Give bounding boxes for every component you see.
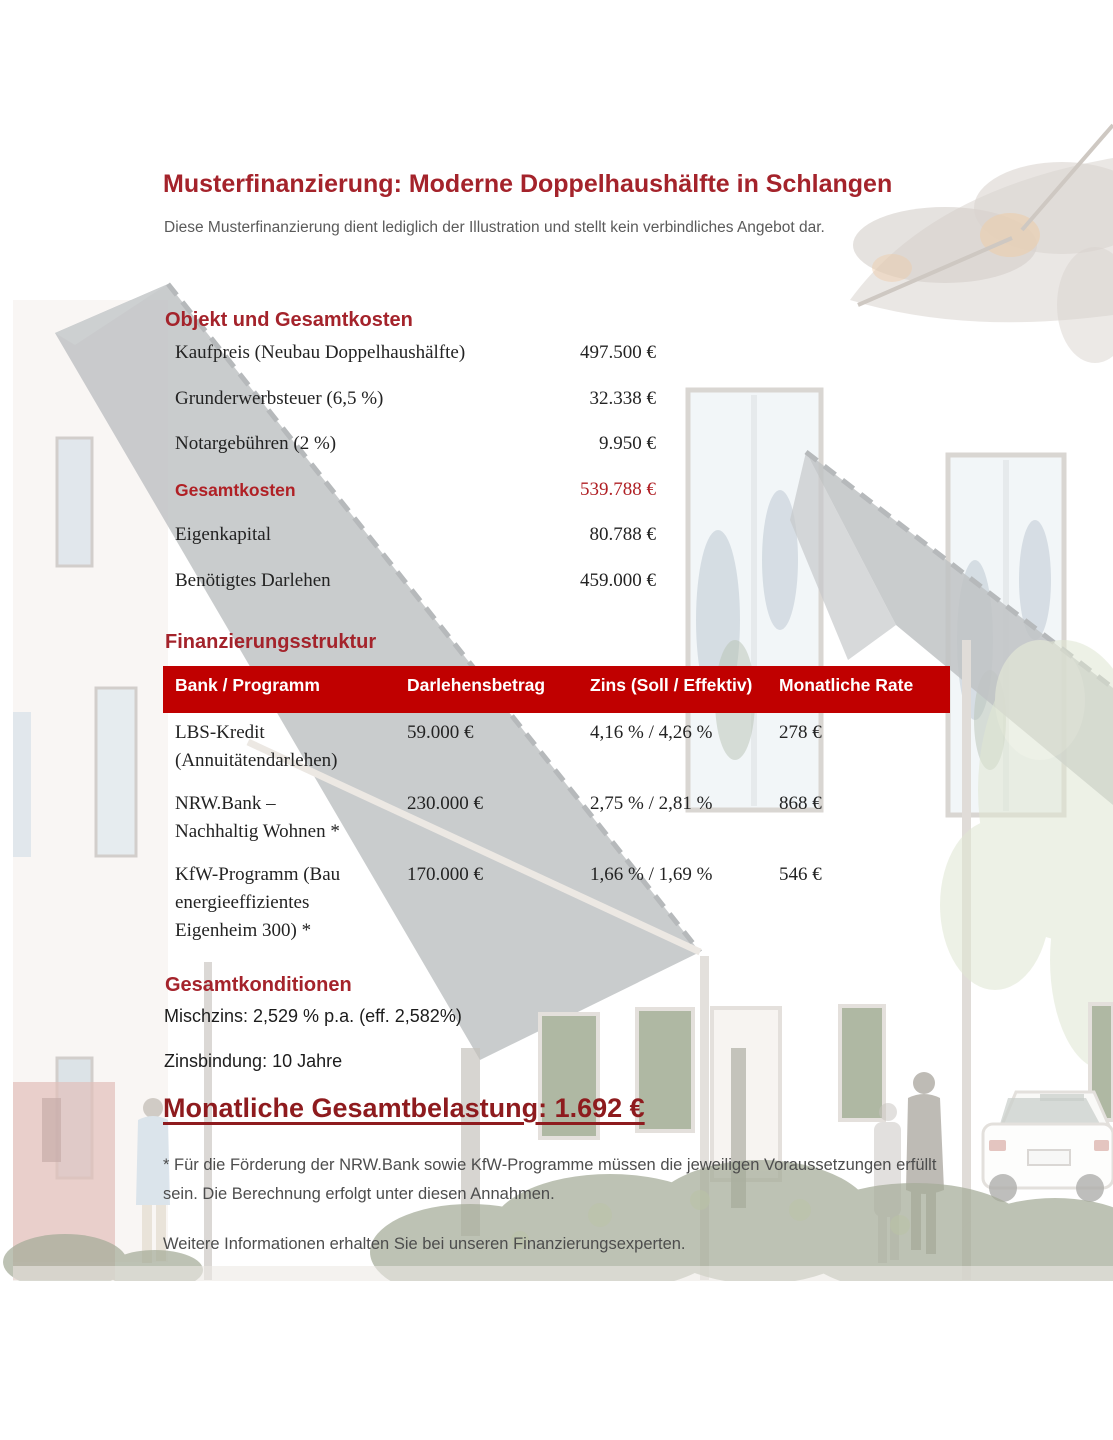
car (983, 1092, 1113, 1202)
cost-value: 459.000 € (580, 569, 656, 591)
section-heading-conditions: Gesamtkonditionen (165, 974, 352, 996)
amount-cell: 230.000 € (407, 793, 483, 815)
rate-cell: 4,16 % / 4,26 % (590, 722, 713, 743)
cost-value: 32.338 € (589, 387, 656, 409)
cost-row (175, 342, 656, 388)
bank-line: KfW-Programm (Bau (175, 864, 341, 886)
cost-value: 497.500 € (580, 342, 656, 363)
cost-row (175, 524, 656, 570)
monthly-cell: 546 € (779, 864, 822, 886)
amount-cell: 59.000 € (407, 722, 474, 743)
page-title: Musterfinanzierung: Moderne Doppelhaushälfte in Schlangen (163, 170, 893, 198)
cost-label: Kaufpreis (Neubau Doppelhaushälfte) (175, 342, 466, 363)
table-row (163, 719, 950, 774)
bank-cell (163, 861, 395, 944)
cost-row (175, 570, 656, 616)
fixed-period-line: Zinsbindung: 10 Jahre (164, 1051, 343, 1071)
costs-list (175, 342, 656, 616)
table-row (163, 790, 950, 845)
info-footnote: Weitere Informationen erhalten Sie bei unseren Finanzierungsexperten. (163, 1235, 686, 1253)
section-heading-costs: Objekt und Gesamtkosten (165, 309, 413, 331)
bank-line: Nachhaltig Wohnen * (175, 820, 340, 842)
autumn-foliage (850, 125, 1113, 363)
page-subtitle: Diese Musterfinanzierung dient lediglich der Illustration und stellt kein verbindliches Angebot dar. (164, 219, 825, 236)
cost-row (175, 388, 656, 434)
bank-line: energieeffizientes (175, 891, 310, 913)
amount-cell: 170.000 € (407, 864, 483, 886)
financing-table (163, 666, 950, 944)
cost-row-total (175, 479, 656, 525)
bank-cell (163, 790, 395, 845)
bank-line: (Annuitätendarlehen) (175, 749, 338, 771)
cost-label: Benötigtes Darlehen (175, 569, 331, 591)
column-header-amount: Darlehensbetrag (407, 675, 546, 695)
monthly-cell: 278 € (779, 722, 822, 743)
rate-cell: 2,75 % / 2,81 % (590, 793, 713, 815)
cost-label: Gesamtkosten (175, 479, 296, 500)
table-row (163, 861, 950, 944)
table-header-row (163, 666, 950, 713)
monthly-total-line: Monatliche Gesamtbelastung: 1.692 € (163, 1093, 645, 1123)
bank-cell (163, 719, 395, 774)
cost-value: 9.950 € (599, 433, 656, 455)
monthly-cell: 868 € (779, 793, 822, 815)
rate-cell: 1,66 % / 1,69 % (590, 864, 713, 886)
bank-line: NRW.Bank – (175, 793, 276, 815)
cost-label: Eigenkapital (175, 524, 272, 546)
column-header-monthly: Monatliche Rate (779, 675, 914, 695)
cost-label: Notargebühren (2 %) (175, 433, 337, 455)
column-header-bank: Bank / Programm (175, 675, 320, 695)
bank-line: LBS-Kredit (175, 722, 265, 743)
mixed-interest-line: Mischzins: 2,529 % p.a. (eff. 2,582%) (164, 1006, 462, 1026)
cost-label: Grunderwerbsteuer (6,5 %) (175, 387, 384, 409)
cost-row (175, 433, 656, 479)
asterisk-footnote: * Für die Förderung der NRW.Bank sowie KfW-Programme müssen die jeweiligen Voraussetzungen erfüllt sein. Die Berechnung erfolgt unter diesen Annahmen. (163, 1156, 937, 1203)
column-header-rate: Zins (Soll / Effektiv) (590, 675, 753, 695)
cost-value: 539.788 € (580, 478, 656, 500)
cost-value: 80.788 € (589, 524, 656, 546)
bank-line: Eigenheim 300) * (175, 919, 312, 941)
section-heading-financing: Finanzierungsstruktur (165, 631, 377, 653)
